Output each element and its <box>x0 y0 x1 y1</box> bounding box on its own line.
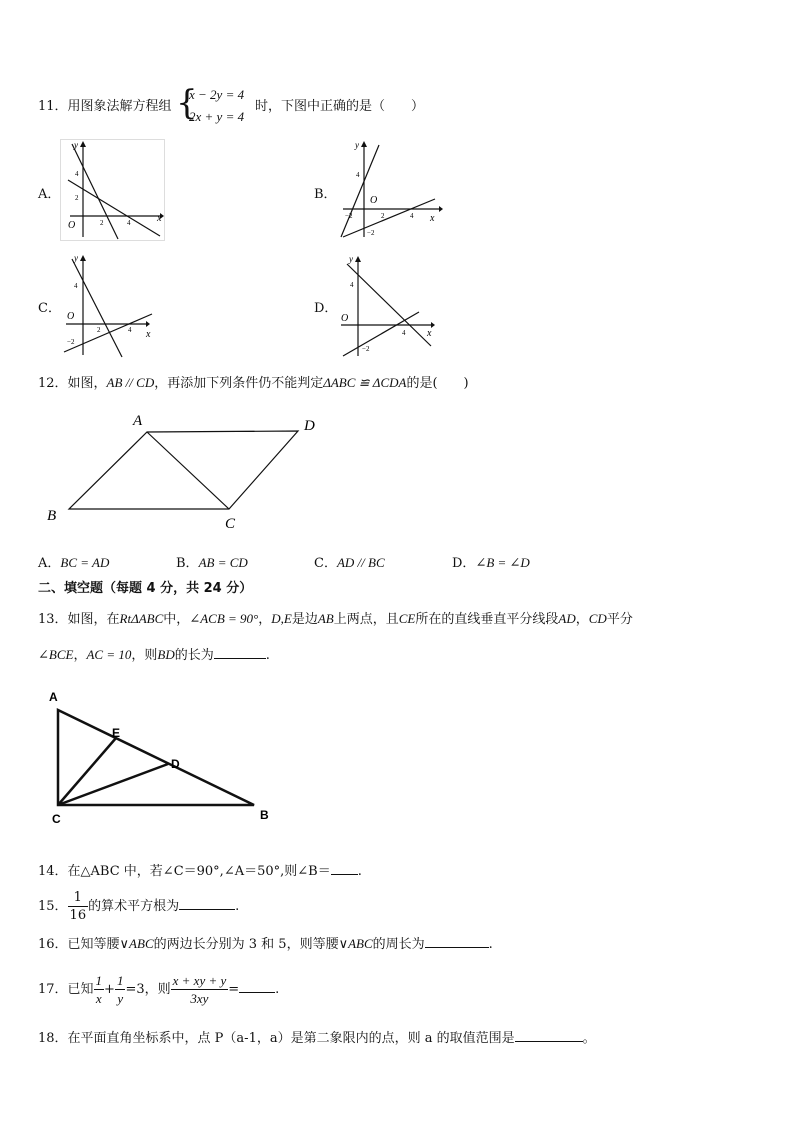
q13-line-2: ∠BCE，AC = 10，则BD的长为 . <box>38 647 270 663</box>
graph-b-tick-x4: 4 <box>410 212 414 220</box>
graph-d <box>335 250 445 360</box>
graph-c-tick-4: 4 <box>74 282 78 290</box>
graph-c-tick-ym2: −2 <box>67 338 75 346</box>
q11-option-c-letter: C． <box>38 301 61 316</box>
q11-option-a-letter: A． <box>38 187 61 202</box>
graph-b <box>335 137 445 242</box>
graph-a-tick-4: 4 <box>75 170 79 178</box>
vertex-a-label: A <box>133 413 143 429</box>
q11-prefix: 11．用图象法解方程组 <box>38 99 172 114</box>
q12-option-b: B．AB = CD <box>176 555 248 571</box>
graph-c-y-label: y <box>74 253 78 263</box>
equation-1: x − 2y = 4 <box>189 87 245 102</box>
vertex-c-label: C <box>52 812 61 826</box>
q14-answer-blank[interactable] <box>331 862 358 875</box>
q17-fraction-3: $\frac{x + xy + y}{3xy}$ <box>172 973 227 1006</box>
q15-stem: 15． $\frac{1}{16}$ 的算术平方根为 . <box>38 890 240 923</box>
q12-congruence: ΔABC ≌ ΔCDA <box>323 375 407 390</box>
graph-a <box>60 139 165 241</box>
graph-a-tick-2: 2 <box>75 194 79 202</box>
vertex-b-label: B <box>260 808 269 822</box>
vertex-d-label: D <box>171 757 180 771</box>
q12-option-c: C．AD // BC <box>314 555 385 571</box>
vertex-e-label: E <box>112 726 121 740</box>
parallelogram-figure <box>40 405 340 535</box>
graph-b-tick-x2: 2 <box>381 212 385 220</box>
graph-a-origin: O <box>68 220 76 231</box>
equation-2: 2x + y = 4 <box>189 109 245 124</box>
graph-c-x-label: x <box>146 329 151 340</box>
graph-a-y-label: y <box>74 140 78 150</box>
q15-answer-blank[interactable] <box>179 897 235 910</box>
section-heading: 二、填空题（每题 4 分，共 24 分） <box>38 581 253 596</box>
q12-prefix: 12．如图， <box>38 376 107 391</box>
q17-stem: 17．已知 $\frac{1}{x}$ + $\frac{1}{y}$ =3，则 $\frac{x + xy + y}{3xy}$ = . <box>38 973 280 1006</box>
q11-option-d-letter: D． <box>314 301 338 316</box>
graph-b-tick-xm2: −2 <box>345 212 353 220</box>
q17-fraction-2: $\frac{1}{y}$ <box>116 973 124 1006</box>
graph-c-origin: O <box>67 311 75 322</box>
vertex-a-label: A <box>49 690 58 704</box>
graph-a-tick-x2: 2 <box>100 219 104 227</box>
q12-suffix: 的是( ) <box>406 376 469 391</box>
graph-b-x-label: x <box>430 213 435 224</box>
graph-b-y-label: y <box>355 140 359 150</box>
q12-condition: AB // CD <box>106 375 155 390</box>
q11-suffix: 时，下图中正确的是（ ） <box>255 99 425 114</box>
graph-d-tick-4: 4 <box>350 281 354 289</box>
q11-option-b-letter: B． <box>314 187 337 202</box>
graph-c <box>60 251 165 359</box>
q14-stem: 14．在△ABC 中，若∠C＝90°,∠A＝50°,则∠B＝ . <box>38 864 362 879</box>
q12-option-a: A．BC = AD <box>38 555 110 571</box>
q15-fraction: $\frac{1}{16}$ <box>69 890 87 923</box>
graph-a-tick-x4: 4 <box>127 219 131 227</box>
graph-d-y-label: y <box>349 254 353 264</box>
vertex-d-label: D <box>304 418 315 434</box>
q13-answer-blank[interactable] <box>214 646 266 659</box>
q18-stem: 18．在平面直角坐标系中，点 P（a-1，a）是第二象限内的点，则 a 的取值范围是 。 <box>38 1031 596 1046</box>
q12-middle: ，再添加下列条件仍不能判定 <box>154 376 324 391</box>
graph-d-origin: O <box>341 313 349 324</box>
system-brace: { <box>176 83 198 123</box>
q12-stem <box>38 373 469 394</box>
graph-b-origin: O <box>370 195 378 206</box>
q12-option-d: D．∠B = ∠D <box>452 555 530 571</box>
q18-answer-blank[interactable] <box>515 1029 583 1042</box>
vertex-c-label: C <box>225 516 236 532</box>
q17-answer-blank[interactable] <box>239 980 275 993</box>
graph-a-x-label: x <box>157 213 162 224</box>
graph-d-tick-x4: 4 <box>402 329 406 337</box>
q17-fraction-1: $\frac{1}{x}$ <box>95 973 103 1006</box>
vertex-b-label: B <box>47 508 57 524</box>
graph-c-tick-x2: 2 <box>97 326 101 334</box>
q16-answer-blank[interactable] <box>425 935 489 948</box>
right-triangle-figure <box>40 685 280 830</box>
q13-line-1: 13．如图，在RtΔABC中，∠ACB = 90°，D,E是边AB上两点，且CE所在的直线垂直平分线段AD，CD平分 <box>38 611 633 627</box>
graph-d-x-label: x <box>427 328 432 339</box>
graph-d-tick-ym2: −2 <box>362 345 370 353</box>
q16-stem: 16．已知等腰∨ABC的两边长分别为 3 和 5，则等腰∨ABC的周长为 . <box>38 936 493 952</box>
graph-b-tick-ym2: −2 <box>367 229 375 237</box>
graph-b-tick-4: 4 <box>356 171 360 179</box>
graph-c-tick-x4: 4 <box>128 326 132 334</box>
